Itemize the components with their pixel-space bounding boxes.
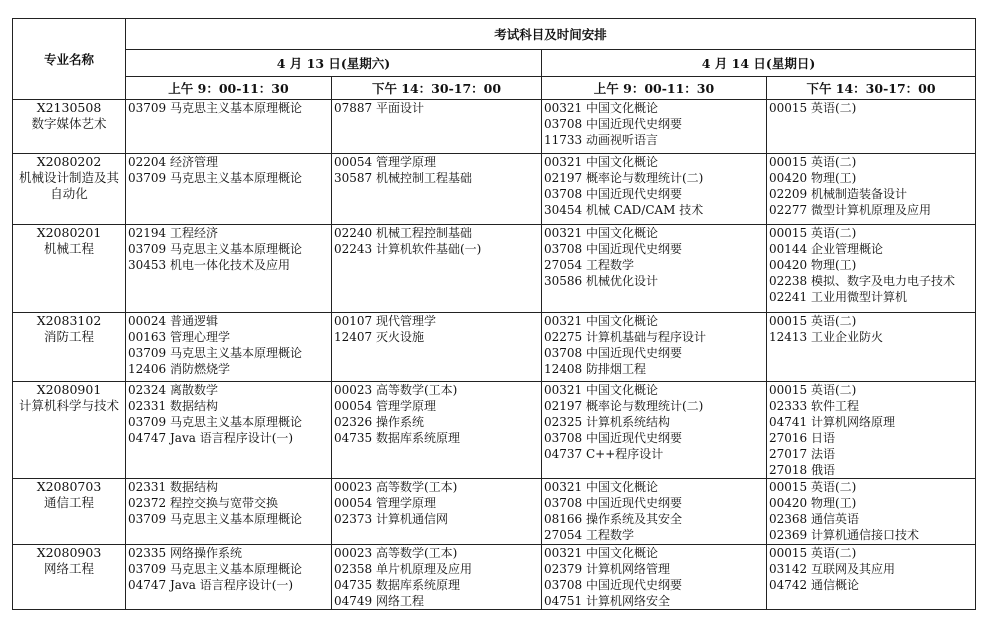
subject-cell — [332, 382, 542, 479]
subject-entry: 00015 英语(二) — [769, 101, 857, 115]
subject-entry: 02197 概率论与数理统计(二) — [544, 171, 704, 185]
subject-entry: 00321 中国文化概论 — [544, 383, 658, 397]
subject-entry: 00054 管理学原理 — [334, 496, 436, 510]
subject-entry: 00015 英语(二) — [769, 314, 857, 328]
subject-entry: 02277 微型计算机原理及应用 — [769, 203, 931, 217]
subject-entry: 00420 物理(工) — [769, 258, 857, 272]
subject-entry: 03708 中国近现代史纲要 — [544, 578, 682, 592]
subject-cell — [767, 154, 976, 225]
subject-entry: 30454 机械 CAD/CAM 技术 — [544, 203, 704, 217]
major-name: 机械工程 — [43, 241, 94, 256]
subject-entry: 00321 中国文化概论 — [544, 226, 658, 240]
major-code: X2130508 — [36, 100, 102, 115]
subject-entry: 03709 马克思主义基本原理概论 — [128, 171, 302, 185]
subject-entry: 07887 平面设计 — [334, 101, 424, 115]
subject-entry: 00321 中国文化概论 — [544, 480, 658, 494]
subject-entry: 03708 中国近现代史纲要 — [544, 346, 682, 360]
subject-cell — [767, 313, 976, 382]
subject-entry: 04735 数据库系统原理 — [334, 578, 460, 592]
major-code: X2080202 — [36, 154, 102, 169]
subject-entry: 02275 计算机基础与程序设计 — [544, 330, 706, 344]
subject-entry: 03708 中国近现代史纲要 — [544, 242, 682, 256]
session-header: 下午 14：30-17：00 — [332, 77, 542, 100]
major-cell — [13, 313, 126, 382]
subject-entry: 02326 操作系统 — [334, 415, 424, 429]
subject-entry: 02204 经济管理 — [128, 155, 218, 169]
subject-entry: 02240 机械工程控制基础 — [334, 226, 472, 240]
subject-cell — [542, 154, 767, 225]
subject-entry: 00054 管理学原理 — [334, 399, 436, 413]
major-code: X2080703 — [36, 479, 102, 494]
subject-entry: 04735 数据库系统原理 — [334, 431, 460, 445]
subject-entry: 02379 计算机网络管理 — [544, 562, 670, 576]
subject-entry: 02209 机械制造装备设计 — [769, 187, 907, 201]
subject-entry: 02243 计算机软件基础(一) — [334, 242, 482, 256]
subject-entry: 27054 工程数学 — [544, 258, 634, 272]
subject-entry: 04751 计算机网络安全 — [544, 594, 670, 608]
subject-entry: 30587 机械控制工程基础 — [334, 171, 472, 185]
subject-entry: 00015 英语(二) — [769, 383, 857, 397]
subject-entry: 00321 中国文化概论 — [544, 546, 658, 560]
subject-entry: 02373 计算机通信网 — [334, 512, 448, 526]
subject-entry: 02324 离散数学 — [128, 383, 218, 397]
subject-entry: 02194 工程经济 — [128, 226, 218, 240]
subject-entry: 03708 中国近现代史纲要 — [544, 496, 682, 510]
day-header-2: 4 月 14 日(星期日) — [542, 50, 976, 77]
subject-entry: 12413 工业企业防火 — [769, 330, 883, 344]
subject-cell — [542, 382, 767, 479]
day-header-1: 4 月 13 日(星期六) — [126, 50, 542, 77]
subject-entry: 02333 软件工程 — [769, 399, 859, 413]
subject-entry: 30586 机械优化设计 — [544, 274, 658, 288]
subject-cell — [126, 382, 332, 479]
subject-cell — [126, 154, 332, 225]
major-cell — [13, 479, 126, 545]
subject-entry: 12407 灭火设施 — [334, 330, 424, 344]
major-name: 数字媒体艺术 — [31, 116, 107, 131]
subject-entry: 00321 中国文化概论 — [544, 101, 658, 115]
subject-entry: 02238 模拟、数字及电力电子技术 — [769, 274, 955, 288]
subject-entry: 04741 计算机网络原理 — [769, 415, 895, 429]
subject-cell — [126, 313, 332, 382]
major-cell — [13, 225, 126, 313]
subject-cell — [767, 382, 976, 479]
table-row — [13, 479, 976, 545]
subject-entry: 03708 中国近现代史纲要 — [544, 187, 682, 201]
subject-entry: 02372 程控交换与宽带交换 — [128, 496, 278, 510]
subject-entry: 02197 概率论与数理统计(二) — [544, 399, 704, 413]
subject-entry: 30453 机电一体化技术及应用 — [128, 258, 290, 272]
subject-cell — [126, 479, 332, 545]
subject-entry: 00015 英语(二) — [769, 155, 857, 169]
subject-cell — [542, 479, 767, 545]
subject-entry: 02335 网络操作系统 — [128, 546, 242, 560]
subject-entry: 00144 企业管理概论 — [769, 242, 883, 256]
subject-entry: 00015 英语(二) — [769, 480, 857, 494]
subject-cell — [542, 545, 767, 610]
subject-entry: 12408 防排烟工程 — [544, 362, 646, 376]
major-name: 机械设计制造及其自动化 — [18, 170, 119, 201]
schedule-body — [13, 100, 976, 610]
subject-entry: 27054 工程数学 — [544, 528, 634, 542]
table-row — [13, 382, 976, 479]
session-header: 上午 9：00-11：30 — [126, 77, 332, 100]
subject-entry: 00163 管理心理学 — [128, 330, 230, 344]
major-cell — [13, 382, 126, 479]
subject-entry: 03709 马克思主义基本原理概论 — [128, 415, 302, 429]
session-header: 下午 14：30-17：00 — [767, 77, 976, 100]
subject-entry: 02358 单片机原理及应用 — [334, 562, 472, 576]
major-cell — [13, 154, 126, 225]
subject-entry: 00321 中国文化概论 — [544, 314, 658, 328]
table-row — [13, 545, 976, 610]
subject-entry: 00420 物理(工) — [769, 496, 857, 510]
major-cell — [13, 100, 126, 154]
subject-entry: 04747 Java 语言程序设计(一) — [128, 431, 294, 445]
major-name: 网络工程 — [43, 561, 94, 576]
subject-entry: 02331 数据结构 — [128, 399, 218, 413]
subject-entry: 03709 马克思主义基本原理概论 — [128, 101, 302, 115]
subject-entry: 27018 俄语 — [769, 463, 835, 477]
major-cell — [13, 545, 126, 610]
subject-entry: 08166 操作系统及其安全 — [544, 512, 682, 526]
subject-entry: 03142 互联网及其应用 — [769, 562, 895, 576]
session-header: 上午 9：00-11：30 — [542, 77, 767, 100]
subject-cell — [332, 225, 542, 313]
subject-cell — [126, 545, 332, 610]
subject-entry: 12406 消防燃烧学 — [128, 362, 230, 376]
subject-cell — [126, 225, 332, 313]
subject-cell — [767, 545, 976, 610]
table-row — [13, 225, 976, 313]
subject-entry: 00024 普通逻辑 — [128, 314, 218, 328]
subject-cell — [767, 100, 976, 154]
subject-entry: 27016 日语 — [769, 431, 835, 445]
subject-cell — [542, 313, 767, 382]
subject-cell — [126, 100, 332, 154]
subject-entry: 03708 中国近现代史纲要 — [544, 117, 682, 131]
subject-entry: 03709 马克思主义基本原理概论 — [128, 562, 302, 576]
subject-entry: 27017 法语 — [769, 447, 835, 461]
subject-entry: 00023 高等数学(工本) — [334, 480, 458, 494]
table-row — [13, 100, 976, 154]
subject-cell — [332, 100, 542, 154]
major-code: X2080201 — [36, 225, 102, 240]
subject-entry: 04749 网络工程 — [334, 594, 424, 608]
table-row — [13, 154, 976, 225]
subject-entry: 11733 动画视听语言 — [544, 133, 658, 147]
subject-entry: 00023 高等数学(工本) — [334, 546, 458, 560]
subject-cell — [542, 225, 767, 313]
subject-entry: 00107 现代管理学 — [334, 314, 436, 328]
subject-entry: 00015 英语(二) — [769, 546, 857, 560]
subject-entry: 00015 英语(二) — [769, 226, 857, 240]
subject-entry: 03709 马克思主义基本原理概论 — [128, 346, 302, 360]
subject-cell — [767, 479, 976, 545]
table-row — [13, 313, 976, 382]
subject-entry: 00054 管理学原理 — [334, 155, 436, 169]
subject-entry: 02241 工业用微型计算机 — [769, 290, 907, 304]
subject-cell — [332, 545, 542, 610]
subject-entry: 03709 马克思主义基本原理概论 — [128, 242, 302, 256]
subject-entry: 00023 高等数学(工本) — [334, 383, 458, 397]
subject-entry: 02325 计算机系统结构 — [544, 415, 670, 429]
subject-entry: 04737 C++程序设计 — [544, 447, 664, 461]
major-header: 专业名称 — [13, 19, 126, 100]
subject-cell — [767, 225, 976, 313]
subject-entry: 04742 通信概论 — [769, 578, 859, 592]
exam-schedule-table — [12, 18, 976, 610]
subject-cell — [542, 100, 767, 154]
major-name: 计算机科学与技术 — [18, 398, 119, 413]
subject-entry: 02369 计算机通信接口技术 — [769, 528, 919, 542]
subject-entry: 02331 数据结构 — [128, 480, 218, 494]
subject-entry: 02368 通信英语 — [769, 512, 859, 526]
major-code: X2080901 — [36, 382, 102, 397]
major-name: 通信工程 — [43, 495, 94, 510]
subject-cell — [332, 313, 542, 382]
major-name: 消防工程 — [43, 329, 94, 344]
schedule-title: 考试科目及时间安排 — [126, 19, 976, 50]
major-code: X2080903 — [36, 545, 102, 560]
subject-entry: 04747 Java 语言程序设计(一) — [128, 578, 294, 592]
subject-entry: 03708 中国近现代史纲要 — [544, 431, 682, 445]
subject-entry: 03709 马克思主义基本原理概论 — [128, 512, 302, 526]
subject-cell — [332, 479, 542, 545]
subject-entry: 00321 中国文化概论 — [544, 155, 658, 169]
subject-entry: 00420 物理(工) — [769, 171, 857, 185]
major-code: X2083102 — [36, 313, 102, 328]
subject-cell — [332, 154, 542, 225]
